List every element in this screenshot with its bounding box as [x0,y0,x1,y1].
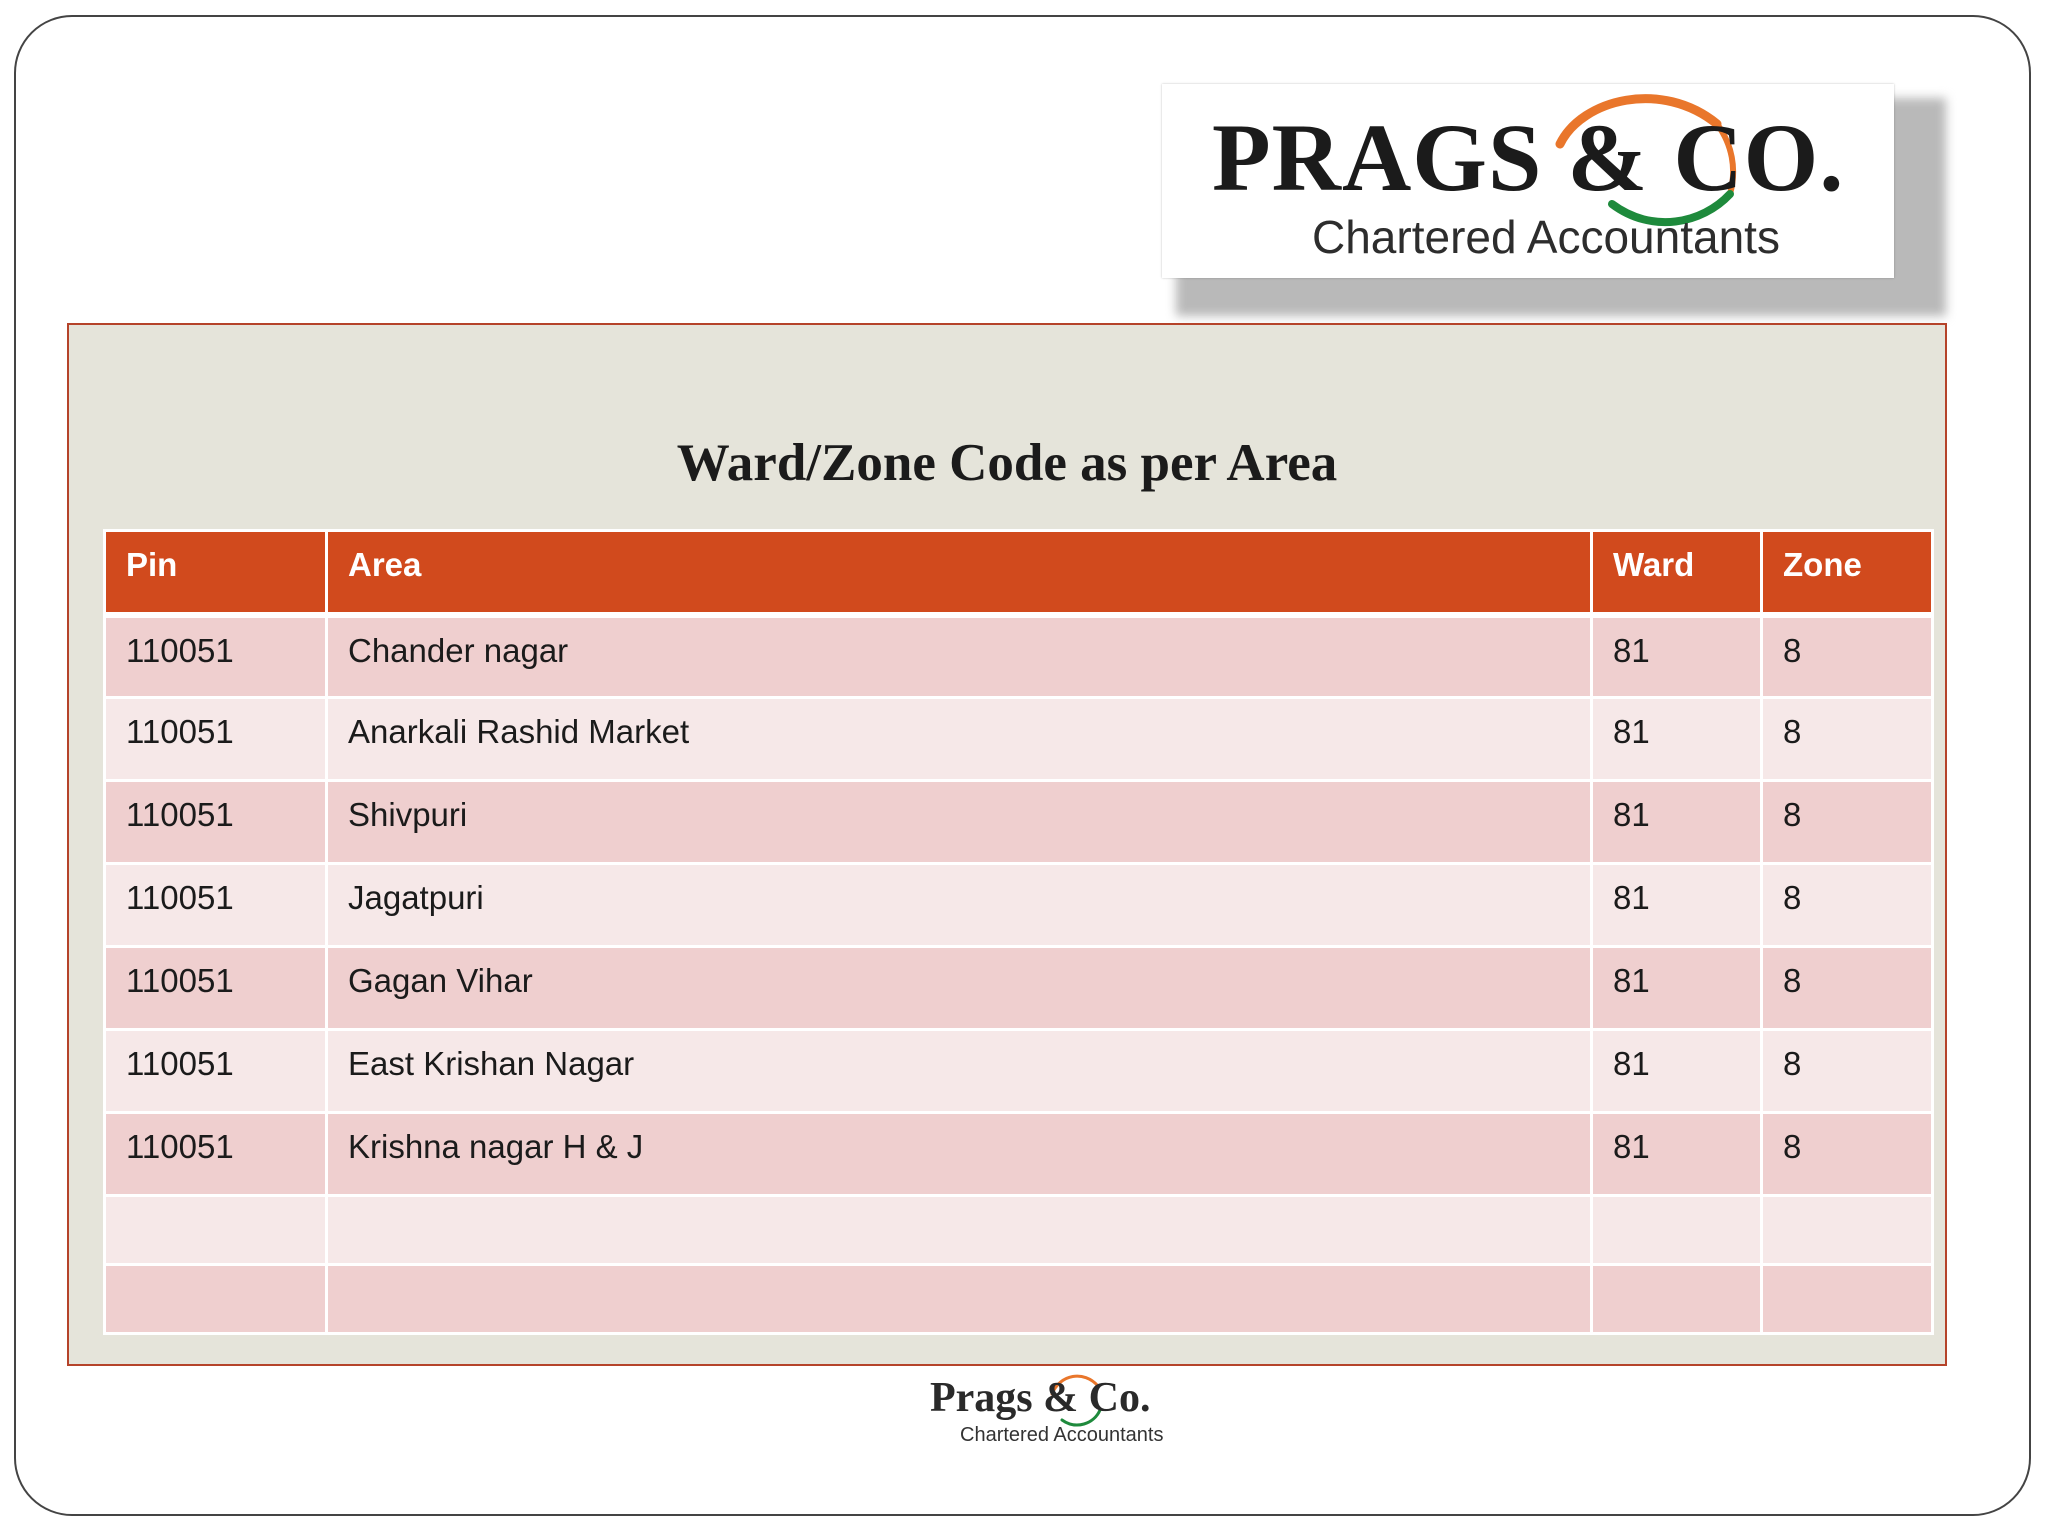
slide-title: Ward/Zone Code as per Area [676,434,1338,492]
cell-ward [1592,1196,1762,1265]
table-row-empty [105,1265,1933,1334]
cell-area [327,1265,1592,1334]
header-area: Area [327,531,1592,615]
header-ward: Ward [1592,531,1762,615]
footer-logo [928,1368,1188,1448]
logo-title: PRAGS & CO. [1212,104,1845,211]
cell-ward: 81 [1592,615,1762,698]
cell-ward: 81 [1592,864,1762,947]
cell-pin [105,1265,327,1334]
cell-zone: 8 [1762,615,1933,698]
cell-zone [1762,1265,1933,1334]
content-panel [67,323,1947,1366]
footer-logo-subtitle: Chartered Accountants [960,1424,1164,1446]
cell-zone: 8 [1762,781,1933,864]
cell-area: Anarkali Rashid Market [327,698,1592,781]
table-row [105,781,1933,864]
cell-area: Chander nagar [327,615,1592,698]
header-pin: Pin [105,531,327,615]
table-row [105,615,1933,698]
cell-ward: 81 [1592,1113,1762,1196]
ward-zone-table [103,529,1934,1335]
table-row [105,698,1933,781]
cell-pin: 110051 [105,947,327,1030]
cell-pin: 110051 [105,864,327,947]
cell-pin: 110051 [105,781,327,864]
cell-zone [1762,1196,1933,1265]
table-row-empty [105,1196,1933,1265]
cell-pin [105,1196,327,1265]
cell-ward: 81 [1592,698,1762,781]
cell-area: Gagan Vihar [327,947,1592,1030]
cell-pin: 110051 [105,615,327,698]
cell-zone: 8 [1762,1113,1933,1196]
cell-ward: 81 [1592,1030,1762,1113]
cell-ward [1592,1265,1762,1334]
cell-ward: 81 [1592,781,1762,864]
cell-area: Jagatpuri [327,864,1592,947]
company-logo [1162,84,1894,278]
cell-zone: 8 [1762,698,1933,781]
cell-zone: 8 [1762,864,1933,947]
cell-area: Shivpuri [327,781,1592,864]
cell-area [327,1196,1592,1265]
cell-zone: 8 [1762,947,1933,1030]
table-header-row [105,531,1933,615]
cell-pin: 110051 [105,1030,327,1113]
cell-pin: 110051 [105,698,327,781]
table-row [105,1113,1933,1196]
table-row [105,864,1933,947]
cell-area: Krishna nagar H & J [327,1113,1592,1196]
table-row [105,947,1933,1030]
header-zone: Zone [1762,531,1933,615]
cell-area: East Krishan Nagar [327,1030,1592,1113]
cell-ward: 81 [1592,947,1762,1030]
cell-zone: 8 [1762,1030,1933,1113]
footer-logo-title: Prags & Co. [930,1375,1151,1421]
cell-pin: 110051 [105,1113,327,1196]
logo-subtitle: Chartered Accountants [1312,211,1780,263]
table-row [105,1030,1933,1113]
